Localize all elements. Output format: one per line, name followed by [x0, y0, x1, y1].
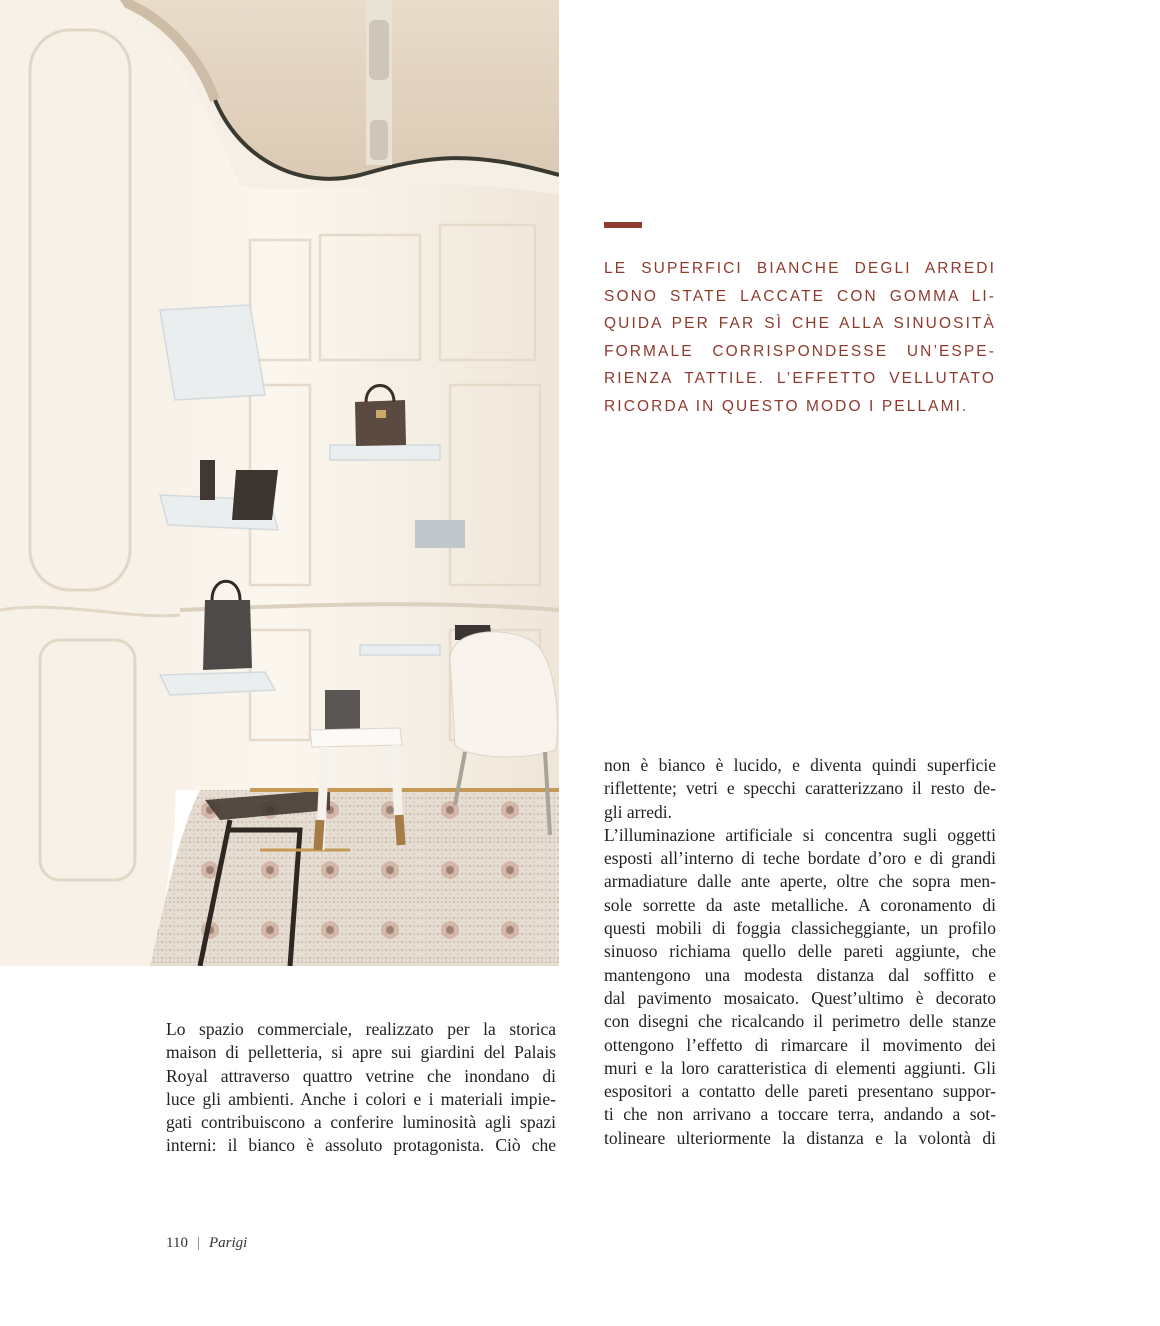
- folio-separator: |: [196, 1235, 200, 1251]
- body-line: riflettente; vetri e specchi caratterizzano il resto de-: [604, 778, 996, 799]
- caption-line: SONO STATE LACCATE CON GOMMA LI-: [604, 287, 996, 305]
- body-line: L’illuminazione artificiale si concentra sugli oggetti: [604, 824, 996, 845]
- body-line: sinuoso richiama quello delle pareti aggiunte, che: [604, 941, 996, 962]
- body-line: maison di pelletteria, si apre sui giardini del Palais: [166, 1042, 556, 1063]
- body-line: Lo spazio commerciale, realizzato per la storica: [166, 1019, 556, 1039]
- body-line: non è bianco è lucido, e diventa quindi superficie: [604, 755, 996, 775]
- body-line: questi mobili di foggia classicheggiante, un profilo: [604, 918, 996, 939]
- body-text-right-column: [604, 754, 996, 1150]
- body-line: espositori a contatto delle pareti presentano suppor-: [604, 1081, 996, 1102]
- caption-line: LE SUPERFICI BIANCHE DEGLI ARREDI: [604, 260, 996, 277]
- body-line: luce gli ambienti. Anche i colori e i materiali impie-: [166, 1088, 556, 1109]
- caption-line: QUIDA PER FAR SÌ CHE ALLA SINUOSITÀ: [604, 315, 996, 332]
- boutique-interior-photo: [0, 0, 559, 966]
- body-line: con disegni che ricalcando il perimetro delle stanze: [604, 1011, 996, 1032]
- caption-line: RIENZA TATTILE. L’EFFETTO VELLUTATO: [604, 370, 996, 387]
- pull-quote-caption: [604, 255, 996, 420]
- body-line: gati contribuiscono a conferire luminosità agli spazi: [166, 1112, 556, 1133]
- body-line: tolineare ulteriormente la distanza e la volontà di: [604, 1127, 996, 1148]
- body-text-left-column: [166, 1018, 556, 1158]
- body-line: ottengono l’effetto di rimarcare il movimento dei: [604, 1034, 996, 1055]
- page-number: 110: [166, 1235, 188, 1251]
- caption-line: FORMALE CORRISPONDESSE UN’ESPE-: [604, 342, 996, 360]
- body-line: armadiature dalle ante aperte, oltre che sopra men-: [604, 871, 996, 892]
- body-line: mantengono una modesta distanza dal soffitto e: [604, 964, 996, 985]
- body-line: dal pavimento mosaicato. Quest’ultimo è decorato: [604, 987, 996, 1008]
- caption-accent-rule: [604, 222, 642, 228]
- caption-line: RICORDA IN QUESTO MODO I PELLAMI.: [604, 397, 969, 415]
- body-line: sole sorrette da aste metalliche. A coronamento di: [604, 894, 996, 915]
- body-line: interni: il bianco è assoluto protagonista. Ciò che: [166, 1135, 556, 1156]
- body-line: muri e la loro caratteristica di elementi aggiunti. Gli: [604, 1057, 996, 1078]
- body-line: ti che non arrivano a toccare terra, andando a sot-: [604, 1104, 996, 1125]
- body-line: Royal attraverso quattro vetrine che inondano di: [166, 1065, 556, 1086]
- page-folio: [166, 1235, 247, 1252]
- body-line: esposti all’interno di teche bordate d’oro e di grandi: [604, 848, 996, 869]
- section-name: Parigi: [208, 1235, 248, 1251]
- body-line: gli arredi.: [604, 801, 673, 822]
